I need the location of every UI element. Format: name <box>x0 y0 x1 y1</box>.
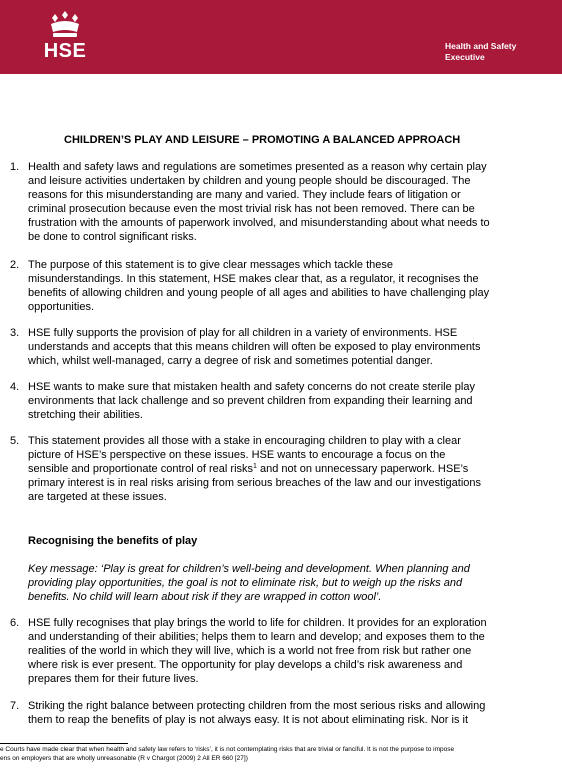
text-line: prepares them for their future lives. <box>28 673 199 685</box>
text-line: and leisure activities undertaken by children and young people should be discouraged. The <box>28 175 471 187</box>
text-line: HSE fully recognises that play brings the world to life for children. It provides for an exploration <box>28 617 487 629</box>
text-line: environments that lack challenge and so prevent children from expanding their learning and <box>28 395 473 407</box>
crown-emblem-icon <box>45 10 85 40</box>
text-line: Key message: ‘Play is great for children’s well-being and development. When planning and <box>28 563 470 575</box>
organisation-name <box>445 41 516 63</box>
document-title: CHILDREN’S PLAY AND LEISURE – PROMOTING A BALANCED APPROACH <box>64 134 461 146</box>
item-number: 1. <box>10 161 20 173</box>
footnote-line: e Courts have made clear that when health and safety law refers to ‘risks’, it is not contemplating risks that are trivial or fanciful. It is not the purpose to impose <box>0 746 455 753</box>
text-line: frustration with the amounts of paperwork involved, and misunderstanding about what needs to <box>28 217 490 229</box>
item-number: 5. <box>10 435 20 447</box>
text-line: understands and accepts that this means children will often be exposed to play environments <box>28 341 481 353</box>
text-line: primary interest is in real risks arising from serious breaches of the law and our investigations <box>28 477 482 489</box>
text-line: misunderstandings. In this statement, HSE makes clear that, as a regulator, it recognises the <box>28 273 479 285</box>
text-line: picture of HSE’s perspective on these issues. HSE wants to encourage a focus on the <box>28 449 446 461</box>
key-message <box>28 562 548 604</box>
text-line: where risk is ever present. The opportunity for play develops a child’s risk awareness and <box>28 659 463 671</box>
text-line: HSE wants to make sure that mistaken health and safety concerns do not create sterile play <box>28 381 475 393</box>
hse-logo <box>41 10 89 62</box>
text-line: are targeted at these issues. <box>28 491 167 503</box>
text-line: which, whilst well-managed, carry a degree of risk and sometimes potential danger. <box>28 355 433 367</box>
item-text <box>28 616 548 686</box>
footnote <box>0 745 562 763</box>
item-number: 4. <box>10 381 20 393</box>
text-line: HSE fully supports the provision of play for all children in a variety of environments. HSE <box>28 327 458 339</box>
text-line: providing play opportunities, the goal is not to eliminate risk, but to weigh up the risks and <box>28 577 463 589</box>
item-number: 3. <box>10 327 20 339</box>
text-line: The purpose of this statement is to give clear messages which tackle these <box>28 259 394 271</box>
text-line: benefits. No child will learn about risk if they are wrapped in cotton wool’. <box>28 591 382 603</box>
header-banner <box>0 0 562 74</box>
text-fragment: sensible and proportionate control of real risks <box>28 463 254 475</box>
item-text <box>28 434 548 504</box>
logo-text: HSE <box>43 40 87 62</box>
org-name-line-1: Health and Safety <box>445 41 517 51</box>
item-number: 6. <box>10 617 20 629</box>
text-line: stretching their abilities. <box>28 409 143 421</box>
footnote-line: ens on employers that are wholly unreasonable (R v Chargot (2009) 2 All ER 660 [27]) <box>0 755 248 762</box>
item-text <box>28 699 548 727</box>
text-line: be done to control significant risks. <box>28 231 197 243</box>
footnote-divider <box>0 743 128 744</box>
text-line: criminal prosecution because even the most trivial risk has not been removed. There can be <box>28 203 475 215</box>
text-line: reasons for this misunderstanding are many and varied. They include fears of litigation or <box>28 189 461 201</box>
text-line: Striking the right balance between protecting children from the most serious risks and allowing <box>28 700 486 712</box>
item-text <box>28 258 548 314</box>
text-line: opportunities. <box>28 301 95 313</box>
text-line <box>28 462 548 476</box>
item-text <box>28 160 548 244</box>
section-heading: Recognising the benefits of play <box>28 535 198 547</box>
text-line: benefits of allowing children and young people of all ages and abilities to have challenging play <box>28 287 490 299</box>
text-line: them to reap the benefits of play is not always easy. It is not about eliminating risk. Nor is it <box>28 714 469 726</box>
item-text <box>28 326 548 368</box>
footnote-marker: 1 <box>253 463 257 470</box>
text-line: This statement provides all those with a stake in encouraging children to play with a clear <box>28 435 461 447</box>
text-line: realities of the world in which they will live, which is a world not free from risk but rather one <box>28 645 472 657</box>
text-line: and understanding of their abilities; helps them to learn and develop; and exposes them to the <box>28 631 485 643</box>
text-line: Health and safety laws and regulations are sometimes presented as a reason why certain play <box>28 161 487 173</box>
text-fragment: and not on unnecessary paperwork. HSE’s <box>256 463 469 475</box>
item-text <box>28 380 548 422</box>
item-number: 2. <box>10 259 20 271</box>
item-number: 7. <box>10 700 20 712</box>
org-name-line-2: Executive <box>445 52 485 62</box>
